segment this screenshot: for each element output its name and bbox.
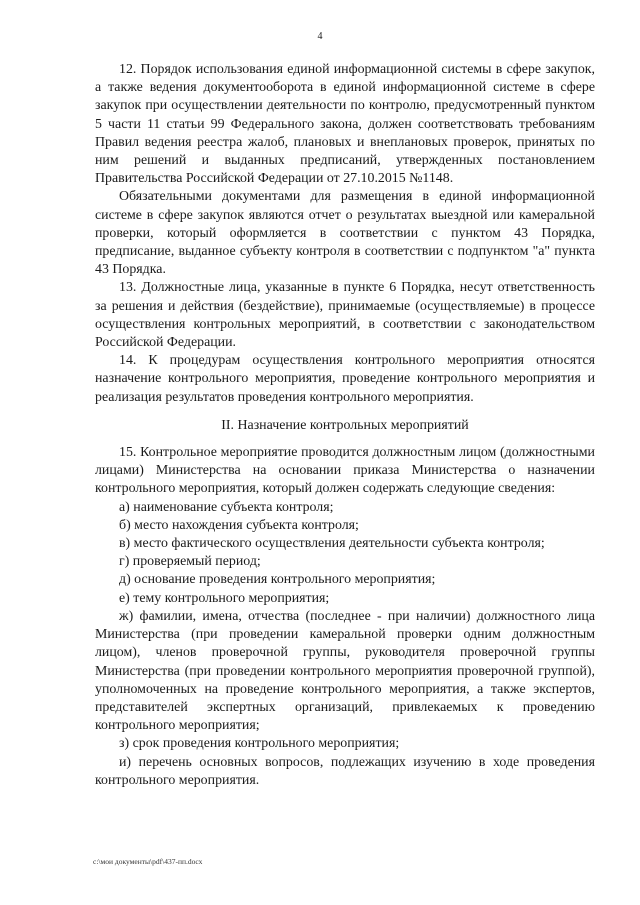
list-item: е) тему контрольного мероприятия; [119, 590, 330, 606]
list-item: ж) фамилии, имена, отчества (последнее - при наличии) должностного лица Министерства (при проведении камеральной проверки одним должностным лицом), членов проверочной группы, руководителя проверочной группы Министерства (при проведении контрольного мероприятия проверочной группой), уполномоченных на проведение контрольного мероприятия, а также экспертов, представителей экспертных организаций, привлекаемых к проведению контрольного мероприятия; [95, 608, 595, 734]
list-item: г) проверяемый период; [119, 554, 261, 570]
list-item: а) наименование субъекта контроля; [119, 499, 334, 515]
paragraph-12: 12. Порядок использования единой информационной системы в сфере закупок, а также ведения документооборота в единой информационной системе в сфере закупок при осуществлении деятельности по контролю, предусмотренный пунктом 5 части 11 статьи 99 Федерального закона, должен соответствовать требованиям Правил ведения реестра жалоб, плановых и внеплановых проверок, принятых по ним решений и выданных предписаний, утвержденных постановлением Правительства Российской Федерации от 27.10.2015 №1148. [95, 62, 595, 187]
paragraph-13: 13. Должностные лица, указанные в пункте 6 Порядка, несут ответственность за решения и действия (бездействие), принимаемые (осуществляемые) в процессе осуществления контрольных мероприятий, в соответствии с законодательством Российской Федерации. [95, 280, 595, 351]
list-item: в) место фактического осуществления деятельности субъекта контроля; [119, 536, 545, 552]
list-item: б) место нахождения субъекта контроля; [119, 517, 359, 533]
paragraph-15: 15. Контрольное мероприятие проводится должностным лицом (должностными лицами) Министерства на основании приказа Министерства о назначении контрольного мероприятия, который должен содержать следующие сведения: [95, 445, 595, 497]
info-list [95, 499, 595, 790]
paragraph-14: 14. К процедурам осуществления контрольного мероприятия относятся назначение контрольного мероприятия, проведение контрольного мероприятия и реализация результатов проведения контрольного мероприятия. [95, 353, 595, 405]
file-path-footer: c:\мои документы\pdf\437-пп.docx [93, 857, 203, 866]
document-body [95, 61, 595, 790]
list-item: и) перечень основных вопросов, подлежащих изучению в ходе проведения контрольного мероприятия. [95, 754, 595, 788]
list-item: д) основание проведения контрольного мероприятия; [119, 572, 436, 588]
section-heading: II. Назначение контрольных мероприятий [221, 417, 469, 433]
paragraph-mandatory-documents: Обязательными документами для размещения в единой информационной системе в сфере закупок являются отчет о результатах выездной или камеральной проверки, который оформляется в соответствии с пунктом 43 Порядка, предписание, выданное субъекту контроля в соответствии с подпунктом "а" пункта 43 Порядка. [95, 189, 595, 278]
page-number: 4 [317, 31, 323, 42]
list-item: з) срок проведения контрольного мероприятия; [119, 736, 400, 752]
